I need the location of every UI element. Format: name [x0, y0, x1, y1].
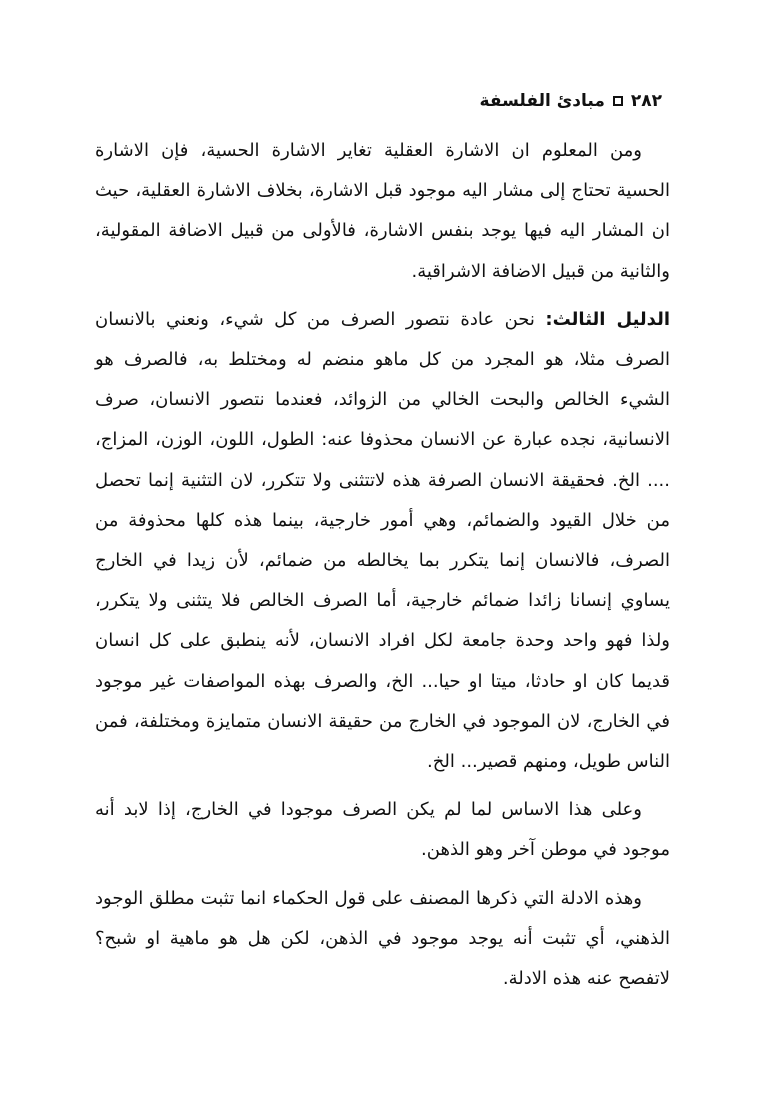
paragraph-lead: الدليل الثالث:	[545, 308, 671, 330]
page-body	[95, 131, 670, 1007]
square-separator-icon	[613, 96, 623, 106]
page-header	[480, 86, 662, 116]
paragraph-3	[95, 790, 670, 870]
book-title: مبادئ الفلسفة	[479, 91, 605, 111]
page-number: ٢٨٢	[630, 91, 662, 111]
paragraph-4	[95, 879, 670, 1000]
paragraph-1	[95, 131, 670, 292]
paragraph-text: وعلى هذا الاساس لما لم يكن الصرف موجودا في الخارج، إذا لابد أنه موجود في موطن آخر وهو الذهن.	[95, 799, 670, 861]
paragraph-text: ومن المعلوم ان الاشارة العقلية تغاير الاشارة الحسية، فإن الاشارة الحسية تحتاج إلى مشار اليه موجود قبل الاشارة، بخلاف الاشارة العقلية، حيث ان المشار اليه فيها يوجد بنفس الاشارة، فالأولى من قبيل الاضافة المقولية، والثانية من قبيل الاضافة الاشراقية.	[95, 140, 670, 282]
paragraph-2	[95, 300, 670, 782]
paragraph-text: وهذه الادلة التي ذكرها المصنف على قول الحكماء انما تثبت مطلق الوجود الذهني، أي تثبت أنه يوجد موجود في الذهن، لكن هل هو ماهية او شبح؟ لاتفصح عنه هذه الادلة.	[95, 887, 670, 990]
paragraph-text: نحن عادة نتصور الصرف من كل شيء، ونعني بالانسان الصرف مثلا، هو المجرد من كل ماهو منضم له ومختلط به، فالصرف هو الشيء الخالص والبحت الخالي من الزوائد، فعندما نتصور الانسان، صرف الانسانية، نجده عبارة عن الانسان محذوفا عنه: الطول، اللون، الوزن، المزاج، .... الخ. فحقيقة الانسان الصرفة هذه لاتتثنى ولا تتكرر، لان التثنية إنما تحصل من خلال القيود والضمائم، وهي أمور خارجية، بينما هذه كلها محذوفة من الصرف، فالانسان إنما يتكرر بما يخالطه من ضمائم، لأن زيدا في الخارج يساوي إنسانا زائدا ضمائم خارجية، أما الصرف الخالص فلا يتثنى ولا يتكرر، ولذا فهو واحد وحدة جامعة لكل افراد الانسان، لأنه ينطبق على كل انسان قديما كان او حادثا، ميتا او حيا... الخ، والصرف بهذه المواصفات غير موجود في الخارج، لان الموجود في الخارج من حقيقة الانسان متمايزة ومختلفة، فمن الناس طويل، ومنهم قصير... الخ.	[95, 308, 670, 773]
